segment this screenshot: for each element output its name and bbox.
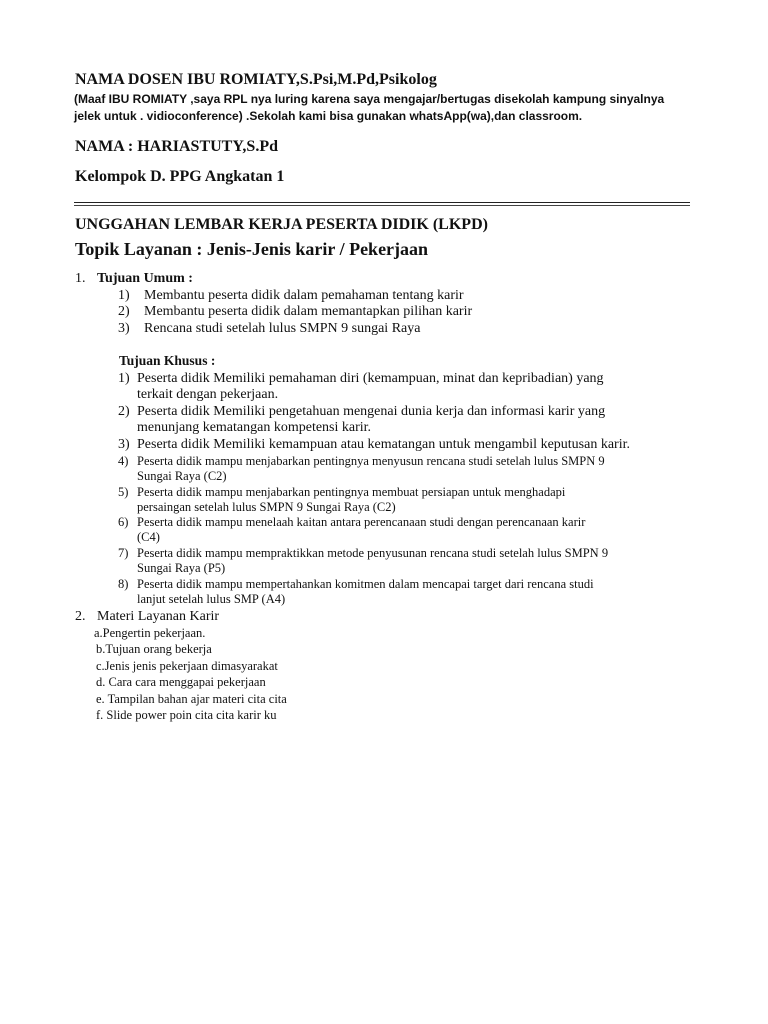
section-2-heading: Materi Layanan Karir — [97, 609, 220, 624]
khusus-item-number: 6) — [118, 515, 129, 529]
khusus-item-line-1: Peserta didik mampu menjabarkan pentingnya membuat persiapan untuk menghadapi — [137, 485, 566, 499]
upload-title: UNGGAHAN LEMBAR KERJA PESERTA DIDIK (LKPD) — [75, 216, 488, 233]
materi-item: e. Tampilan bahan ajar materi cita cita — [96, 692, 287, 706]
khusus-item-line-2: (C4) — [137, 530, 160, 544]
materi-item: d. Cara cara menggapai pekerjaan — [96, 675, 266, 689]
khusus-item-line-1: Peserta didik Memiliki kemampuan atau kematangan untuk mengambil keputusan karir. — [137, 437, 630, 452]
khusus-item-number: 8) — [118, 577, 129, 591]
materi-item: f. Slide power poin cita cita karir ku — [96, 708, 277, 722]
separator-line-2 — [74, 205, 690, 206]
khusus-item-number: 5) — [118, 485, 129, 499]
khusus-item-number: 7) — [118, 546, 129, 560]
khusus-item-line-1: Peserta didik Memiliki pengetahuan mengenai dunia kerja dan informasi karir yang — [137, 404, 606, 419]
umum-item-number: 2) — [118, 304, 130, 319]
note-line-1: (Maaf IBU ROMIATY ,saya RPL nya luring karena saya mengajar/bertugas disekolah kampung sinyalnya — [74, 92, 665, 106]
khusus-item-line-2: menunjang kematangan kompetensi karir. — [137, 420, 372, 435]
section-2-number: 2. — [75, 609, 86, 624]
umum-item-number: 3) — [118, 321, 130, 336]
dosen-name: NAMA DOSEN IBU ROMIATY,S.Psi,M.Pd,Psikolog — [75, 71, 437, 88]
umum-item-text: Membantu peserta didik dalam memantapkan pilihan karir — [144, 304, 473, 319]
student-name: NAMA : HARIASTUTY,S.Pd — [75, 138, 278, 155]
khusus-item-line-1: Peserta didik Memiliki pemahaman diri (kemampuan, minat dan kepribadian) yang — [137, 371, 604, 386]
materi-item: a.Pengertin pekerjaan. — [94, 626, 206, 640]
materi-item: c.Jenis jenis pekerjaan dimasyarakat — [96, 659, 278, 673]
khusus-item-number: 1) — [118, 371, 130, 386]
umum-item-text: Rencana studi setelah lulus SMPN 9 sungai Raya — [144, 321, 421, 336]
khusus-item-line-2: Sungai Raya (P5) — [137, 561, 226, 575]
topic-title: Topik Layanan : Jenis-Jenis karir / Pekerjaan — [75, 239, 429, 259]
khusus-item-line-2: Sungai Raya (C2) — [137, 469, 227, 483]
section-1-number: 1. — [75, 271, 86, 286]
note-line-2: jelek untuk . vidioconference) .Sekolah kami bisa gunakan whatsApp(wa),dan classroom. — [74, 109, 583, 123]
khusus-item-number: 3) — [118, 437, 130, 452]
khusus-item-line-1: Peserta didik mampu menelaah kaitan antara perencanaan studi dengan perencanaan karir — [137, 515, 586, 529]
khusus-item-line-1: Peserta didik mampu menjabarkan pentingnya menyusun rencana studi setelah lulus SMPN 9 — [137, 454, 605, 468]
group-label: Kelompok D. PPG Angkatan 1 — [75, 168, 285, 185]
umum-item-text: Membantu peserta didik dalam pemahaman tentang karir — [144, 288, 464, 303]
khusus-item-line-1: Peserta didik mampu mempertahankan komitmen dalam mencapai target dari rencana studi — [137, 577, 594, 591]
khusus-heading: Tujuan Khusus : — [119, 353, 216, 368]
khusus-item-line-2: lanjut setelah lulus SMP (A4) — [137, 592, 286, 606]
section-1-heading: Tujuan Umum : — [97, 271, 193, 286]
umum-item-number: 1) — [118, 288, 130, 303]
khusus-item-line-1: Peserta didik mampu mempraktikkan metode penyusunan rencana studi setelah lulus SMPN 9 — [137, 546, 609, 560]
khusus-item-number: 2) — [118, 404, 130, 419]
separator-line — [74, 202, 690, 203]
khusus-item-line-2: persaingan setelah lulus SMPN 9 Sungai Raya (C2) — [137, 500, 396, 514]
khusus-item-line-2: terkait dengan pekerjaan. — [137, 387, 279, 402]
materi-item: b.Tujuan orang bekerja — [96, 642, 212, 656]
khusus-item-number: 4) — [118, 454, 129, 468]
